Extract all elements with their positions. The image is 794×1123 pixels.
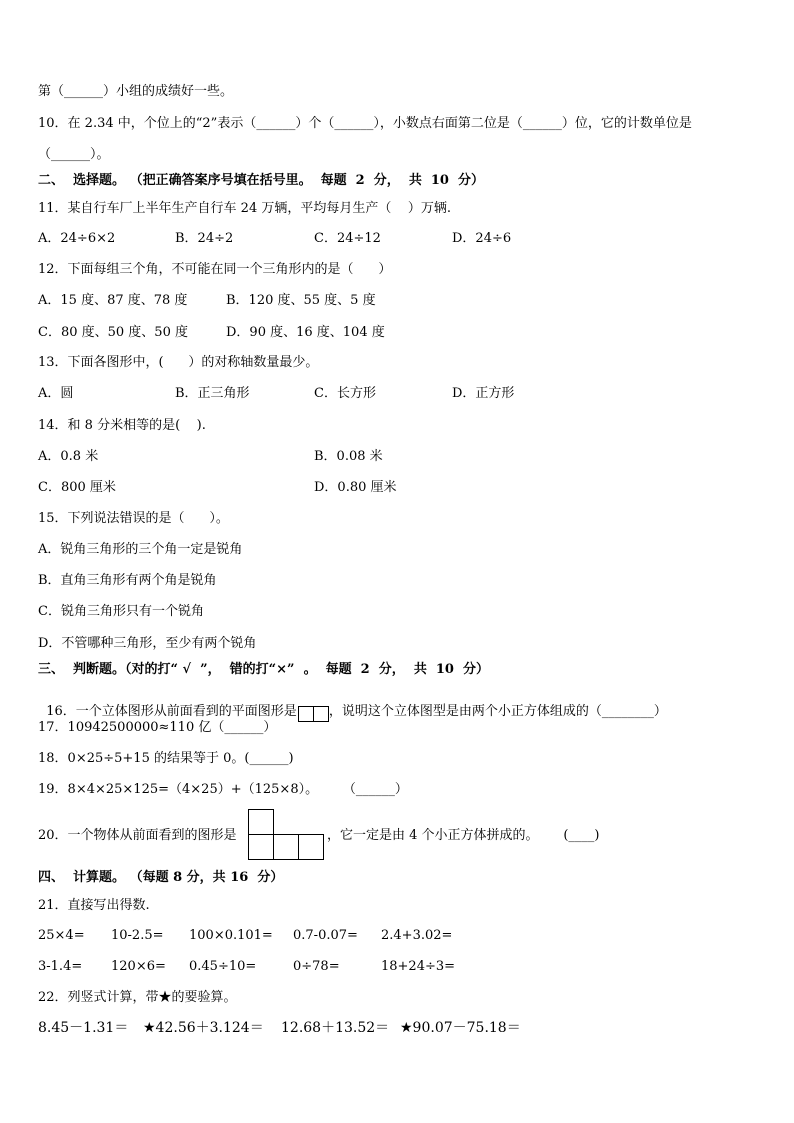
q11-stem: 11．某自行车厂上半年生产自行车 24 万辆，平均每月生产（ ）万辆.: [38, 201, 452, 216]
q14-option-c: C．800 厘米: [38, 480, 116, 495]
q21-item: 0÷78=: [293, 959, 340, 974]
square: [273, 834, 299, 860]
square: [313, 706, 329, 722]
q18: 18．0×25÷5+15 的结果等于 0。(______): [38, 751, 294, 766]
q14-option-b: B．0.08 米: [314, 449, 383, 464]
q16-text-before: 16．一个立体图形从前面看到的平面图形是: [46, 704, 297, 719]
q11-option-c: C．24÷12: [314, 231, 381, 246]
q20-after: ，它一定是由 4 个小正方体拼成的。 (____): [327, 828, 600, 843]
q13-option-d: D．正方形: [452, 386, 515, 401]
q22-item: 12.68＋13.52＝: [281, 1020, 390, 1036]
q11-option-d: D．24÷6: [452, 231, 512, 246]
q22-stem: 22．列竖式计算，带★的要验算。: [38, 990, 237, 1005]
q14-option-d: D．0.80 厘米: [314, 480, 397, 495]
q12-option-d: D．90 度、16 度、104 度: [226, 325, 385, 340]
q14-option-a: A．0.8 米: [38, 449, 99, 464]
q19: 19．8×4×25×125=（4×25）+（125×8）。 （______）: [38, 782, 408, 797]
q9-tail: 第（______）小组的成绩好一些。: [38, 84, 234, 99]
section-4-title: 四、 计算题。 （每题 8 分，共 16 分）: [38, 870, 284, 885]
section-3-title: 三、 判断题。（对的打“ √ ”， 错的打“×” 。 每题 2 分， 共 10 分）: [38, 662, 490, 677]
q21-item: 10-2.5=: [111, 928, 164, 943]
q21-item: 25×4=: [38, 928, 85, 943]
q12-option-a: A．15 度、87 度、78 度: [38, 293, 188, 308]
q16-text-after: ，说明这个立体图型是由两个小正方体组成的（________）: [328, 704, 667, 719]
q16: [38, 688, 667, 724]
q13-stem: 13．下面各图形中，( ）的对称轴数量最少。: [38, 355, 319, 370]
q21-item: 0.7-0.07=: [293, 928, 358, 943]
q10-line2: （______）。: [38, 147, 110, 162]
square: [298, 706, 314, 722]
q22-item: ★90.07－75.18＝: [400, 1020, 521, 1036]
q12-stem: 12．下面每组三个角，不可能在同一个三角形内的是（ ）: [38, 262, 392, 277]
square: [248, 834, 274, 860]
q20-before: 20．一个物体从前面看到的图形是: [38, 828, 237, 843]
q21-item: 0.45÷10=: [189, 959, 257, 974]
q21-item: 2.4+3.02=: [381, 928, 453, 943]
q13-option-b: B．正三角形: [175, 386, 250, 401]
q21-item: 3-1.4=: [38, 959, 83, 974]
q11-option-b: B．24÷2: [175, 231, 234, 246]
square: [298, 834, 324, 860]
q15-option-b: B．直角三角形有两个角是锐角: [38, 573, 217, 588]
q22-item: ★42.56＋3.124＝: [143, 1020, 264, 1036]
q13-option-a: A．圆: [38, 386, 74, 401]
q21-item: 18+24÷3=: [381, 959, 456, 974]
q15-option-a: A．锐角三角形的三个角一定是锐角: [38, 542, 243, 557]
q15-stem: 15．下列说法错误的是（ ）。: [38, 511, 229, 526]
q13-option-c: C．长方形: [314, 386, 376, 401]
q15-option-d: D．不管哪种三角形，至少有两个锐角: [38, 636, 257, 651]
section-2-title: 二、 选择题。 （把正确答案序号填在括号里。 每题 2 分， 共 10 分）: [38, 173, 485, 188]
q15-option-c: C．锐角三角形只有一个锐角: [38, 604, 204, 619]
q17: 17．10942500000≈110 亿（______）: [38, 720, 277, 735]
q22-item: 8.45－1.31＝: [38, 1020, 129, 1036]
q21-stem: 21．直接写出得数.: [38, 898, 150, 913]
q11-option-a: A．24÷6×2: [38, 231, 116, 246]
square: [248, 809, 274, 835]
q12-option-c: C．80 度、50 度、50 度: [38, 325, 188, 340]
two-squares-figure: [298, 706, 328, 724]
q21-item: 100×0.101=: [189, 928, 273, 943]
q12-option-b: B．120 度、55 度、5 度: [226, 293, 376, 308]
front-view-figure: [248, 809, 326, 861]
q21-item: 120×6=: [111, 959, 166, 974]
q14-stem: 14．和 8 分米相等的是( ).: [38, 418, 206, 433]
q10-line1: 10．在 2.34 中，个位上的“2”表示（______）个（______），小数点右面第二位是（______）位，它的计数单位是: [38, 116, 692, 131]
